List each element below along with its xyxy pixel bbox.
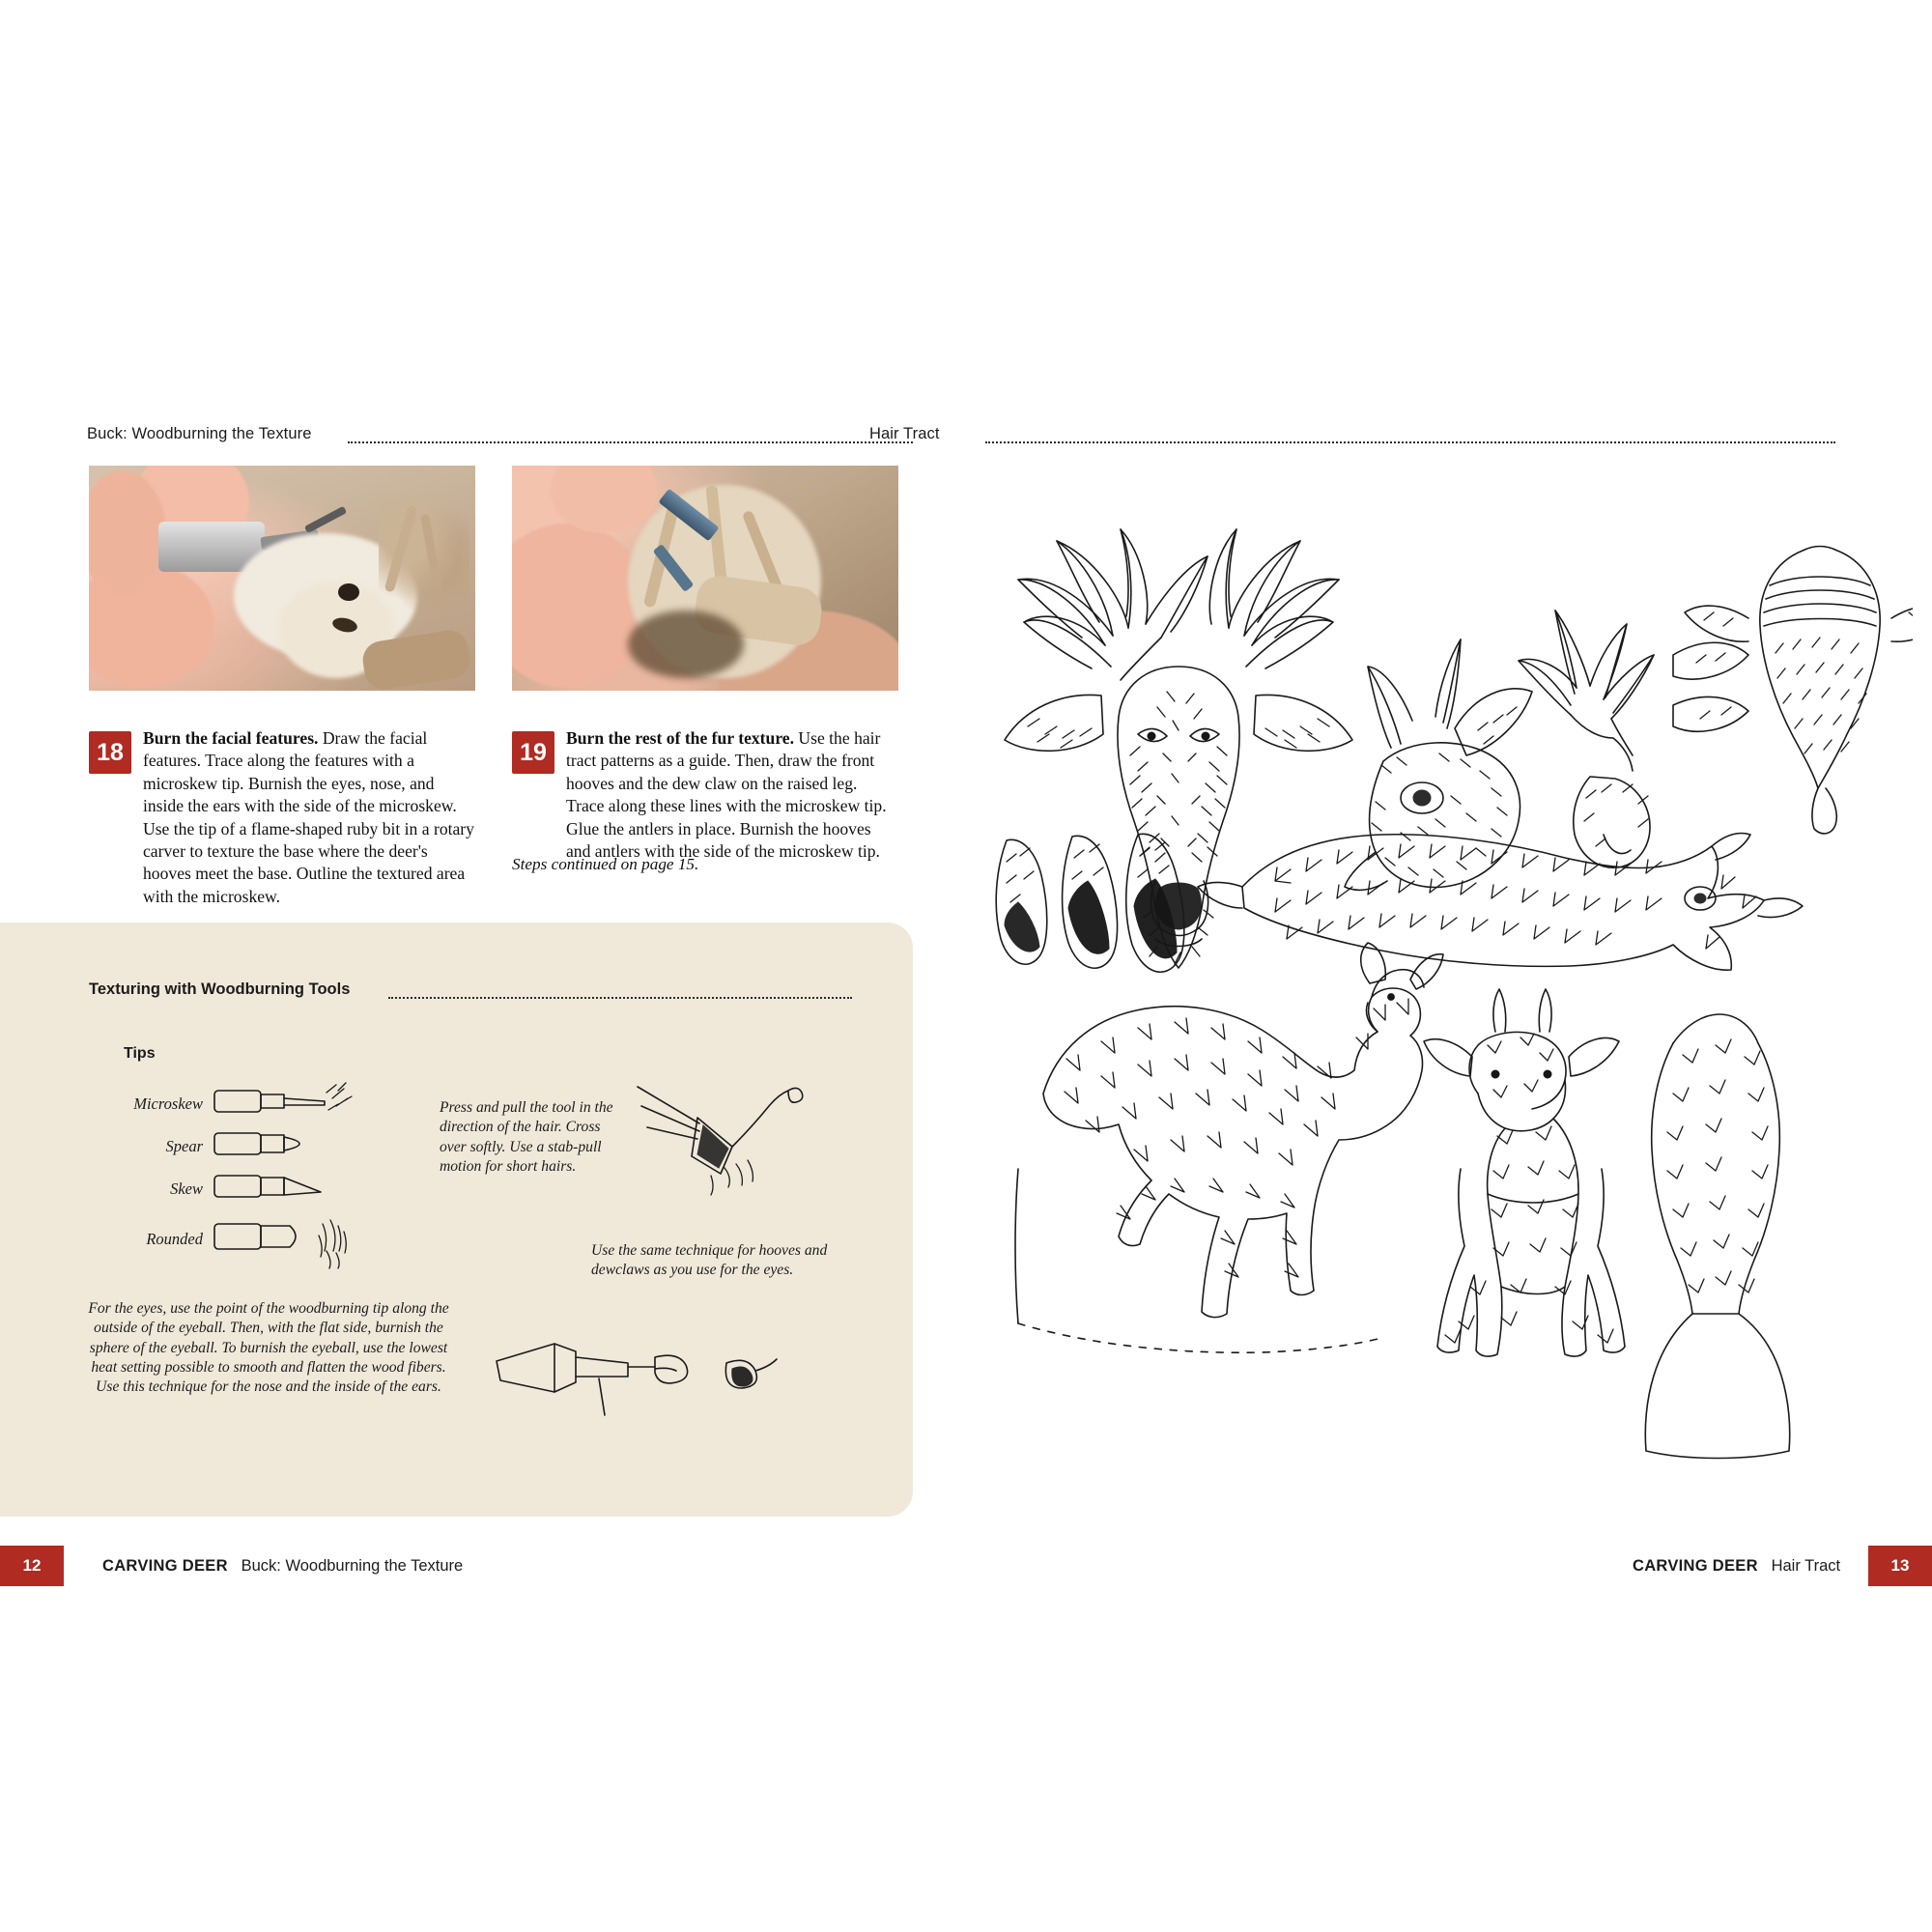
tip-shapes-illustration [201, 1069, 394, 1292]
step-number-18: 18 [89, 731, 131, 774]
header-rule-right [985, 441, 1835, 443]
tip-label-rounded: Rounded [146, 1230, 203, 1248]
step-title-18: Burn the facial features. [143, 728, 319, 748]
diagram-antler-detail [1519, 611, 1748, 867]
diagram-deer-head-profile [1345, 639, 1532, 890]
woodburning-tool-eye-illustration [483, 1309, 802, 1473]
sidebar-panel-texturing [0, 923, 913, 1517]
photo-burn-facial-features [89, 466, 475, 691]
tip-label-microskew: Microskew [133, 1094, 203, 1113]
note-eyes-technique: For the eyes, use the point of the woodburning tip along the outside of the eyeball. Then, with the flat side, burnish the sphere of the eyeball. To burnish the eyeball, use the lowest heat setting possible to smooth and flatten the wood fibers. Use this technique for the nose and the inside of the ears. [88, 1300, 449, 1396]
footer-brand-left: CARVING DEER [102, 1557, 228, 1575]
note-press-pull: Press and pull the tool in the direction of the hair. Cross over softly. Use a stab-pull motion for short hairs. [440, 1099, 613, 1175]
diagram-head-front-narrow [1685, 547, 1913, 834]
tip-label-spear: Spear [165, 1137, 203, 1155]
hair-tract-diagrams [985, 502, 1913, 1497]
sidebar-subtitle-tips: Tips [124, 1045, 156, 1062]
diagram-standing-deer-side [1015, 943, 1443, 1352]
sidebar-title: Texturing with Woodburning Tools [89, 980, 351, 998]
page-header-left: Buck: Woodburning the Texture [87, 425, 312, 442]
eye-burning-illustration [628, 1067, 860, 1222]
step-text-19 [566, 727, 898, 863]
footer-section-right: Hair Tract [1771, 1557, 1841, 1575]
note-hooves-dewclaws: Use the same technique for hooves and dewclaws as you use for the eyes. [591, 1242, 828, 1279]
diagram-deer-rear-view [1645, 1014, 1789, 1459]
footer-page-number-right: 13 [1868, 1546, 1932, 1586]
page-header-right: Hair Tract [869, 425, 940, 442]
footer-page-number-left: 12 [0, 1546, 64, 1586]
diagram-buck-head-front [1005, 529, 1352, 968]
header-rule-left [348, 441, 913, 443]
step-body-19: Use the hair tract patterns as a guide. Then, draw the front hooves and the dew claw on the raised leg. Trace along these lines with the microskew tip. Glue the antlers in place. Burnish the hooves and antlers with the side of the microskew tip. [566, 728, 887, 861]
diagram-standing-deer-front [1424, 989, 1625, 1356]
step-title-19: Burn the rest of the fur texture. [566, 728, 795, 748]
diagram-body-hair-tract [1198, 834, 1803, 971]
footer-right-text [1633, 1557, 1840, 1576]
footer-brand-right: CARVING DEER [1633, 1557, 1758, 1575]
step-body-18: Draw the facial features. Trace along the features with a microskew tip. Burnish the eyes, nose, and inside the ears with the side of the microskew. Use the tip of a flame-shaped ruby bit in a rotary carver to texture the base where the deer's hooves meet the base. Outline the textured area with the microskew. [143, 728, 474, 906]
step-text-18 [143, 727, 475, 908]
photo-burn-fur-texture [512, 466, 898, 691]
steps-continued-note: Steps continued on page 15. [512, 855, 699, 873]
diagram-hooves [996, 834, 1184, 972]
footer-section-left: Buck: Woodburning the Texture [241, 1557, 464, 1575]
footer-left-text [102, 1557, 463, 1576]
sidebar-title-rule [388, 997, 852, 999]
step-number-19: 19 [512, 731, 554, 774]
tip-label-skew: Skew [170, 1179, 203, 1198]
